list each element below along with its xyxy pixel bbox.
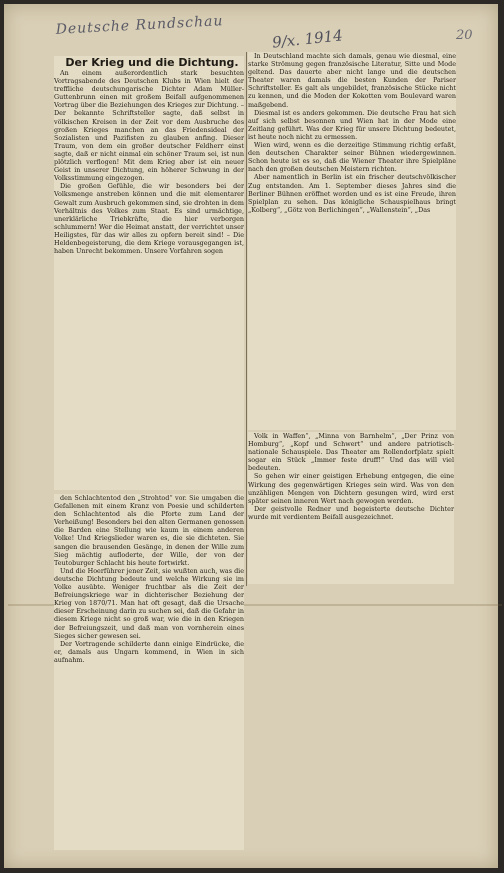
handwritten-date: 9/x. 1914 [271,26,344,52]
paragraph: So gehen wir einer geistigen Erhebung entgegen, die eine Wirkung des gegenwärtigen Krieges sein wird. Was von den unzähligen Mengen von Dichtern gesungen wird, wird erst später seinen inneren Wert nach gewogen werden. [248,472,454,505]
paragraph: den Schlachtentod den „Strohtod“ vor. Sie umgaben die Gefallenen mit einem Kranz von Poesie und schilderten den Schlachtentod als die Pforte zum Land der Verheißung! Besonders bei den alten Germanen genossen die Barden eine Stellung wie kaum in einem anderen Volke! Und Kriegslieder waren es, die sie dichteten. Sie sangen die brausenden Gesänge, in denen der Wille zum Sieg mächtig aufloderte, der Wille, der von der Teutoburger Schlacht bis heute fortwirkt. [54,494,244,567]
clipping-column-2-top [248,52,456,430]
paragraph: Der geistvolle Redner und begeisterte deutsche Dichter wurde mit verdientem Beifall ausgezeichnet. [248,504,454,521]
paragraph: In Deutschland machte sich damals, genau wie diesmal, eine starke Strömung gegen französische Literatur, Sitte und Mode geltend. Das dauerte aber nicht lange und die deutschen Theater waren damals die besten Kunden der Pariser Schriftsteller. Es galt als ungebildet, französische Stücke nicht zu kennen, und die Moden der Kokotten vom Boulevard waren maßgebend. [248,52,456,109]
paragraph: Volk in Waffen“, „Minna von Barnhelm“, „Der Prinz von Homburg“, „Kopf und Schwert“ und andere patriotisch-nationale Schauspiele. Das Theater am Rollendorfplatz spielt sogar ein Stück „Immer feste druff!“ Und das will viel bedeuten. [248,432,454,473]
handwritten-source-note: Deutsche Rundschau [55,13,224,38]
paragraph: Aber namentlich in Berlin ist ein frischer deutschvölkischer Zug entstanden. Am 1. September dieses Jahres sind die Berliner Bühnen eröffnet worden und es ist eine Freude, ihren Spielplan zu sehen. Das königliche Schauspielhaus bringt „Kolberg“, „Götz von Berlichingen“, „Wallenstein“, „Das [248,173,456,214]
handwritten-page-number: 20 [456,28,473,43]
paragraph: Die großen Gefühle, die wir besonders bei der Volksmenge anstreben können und die mit elementarer Gewalt zum Ausbruch gekommen sind, sie drohten in dem Verhältnis des Volkes zum Staat. Es sind urmächtige, unerklärliche Triebkräfte, die hier verborgen schlummern! Wer die Heimat anstatt, der verrichtet unser Heiligstes, für das wir alles zu opfern bereit sind! – Die Heldenbegeisterung, die dem Kriege vorausgegangen ist, haben Unrecht bekommen. Unsere Vorfahren sogen [54,182,244,256]
paragraph: An einem außerordentlich stark besuchten Vortragsabende des Deutschen Klubs in Wien hielt der treffliche deutschungarische Dichter Adam Müller-Guttenbrunn einen mit großem Beifall aufgenommenen Vortrag über die Beziehungen des Krieges zur Dichtung. – Der bekannte Schriftsteller sagte, daß selbst in völkischen Kreisen in der Zeit vor dem Ausbruche des großen Krieges manchen an das Friedensideal der Sozialisten und Pazifisten zu glauben anfing. Dieser Traum, von dem ein großer deutscher Feldherr einst sagte, daß er nicht einmal ein schöner Traum sei, ist nun plötzlich verflogen! Mit dem Krieg aber ist ein neuer Geist in unserer Dichtung, ein höherer Schwung in der Volksstimmung eingezogen. [54,69,244,183]
paragraph: Wien wird, wenn es die derzeitige Stimmung richtig erfaßt, den deutschen Charakter seiner Bühnen wiedergewinnen. Schon heute ist es so, daß die Wiener Theater ihre Spielpläne nach den großen deutschen Meistern richten. [248,141,456,174]
clipping-column-2-bottom [248,432,454,584]
paragraph: Und die Hoerführer jener Zeit, sie wußten auch, was die deutsche Dichtung bedeute und welche Wirkung sie im Volke ausübte. Weniger fruchtbar als die Zeit der Befreiungskriege war in dichterischer Beziehung der Krieg von 1870/71. Man hat oft gesagt, daß die Ursache dieser Erscheinung darin zu suchen sei, daß die Gefahr in diesem Kriege nicht so groß war, wie die in den Kriegen der Befreiungszeit, und daß man von vornherein eines Sieges sicher gewesen sei. [54,566,244,640]
clipping-column-1-bottom [54,494,244,850]
article-title: Der Krieg und die Dichtung. [65,56,239,69]
paragraph: Der Vortragende schilderte dann einige Eindrücke, die er, damals aus Ungarn kommend, in Wien in sich aufnahm. [54,639,244,664]
column-rule [246,52,247,586]
paragraph: Diesmal ist es anders gekommen. Die deutsche Frau hat sich auf sich selbst besonnen und Wien hat in der Mode eine Zeitlang geführt. Was der Krieg für unsere Dichtung bedeutet, ist heute noch nicht zu ermessen. [248,108,456,141]
clipping-column-1-top [54,56,244,490]
